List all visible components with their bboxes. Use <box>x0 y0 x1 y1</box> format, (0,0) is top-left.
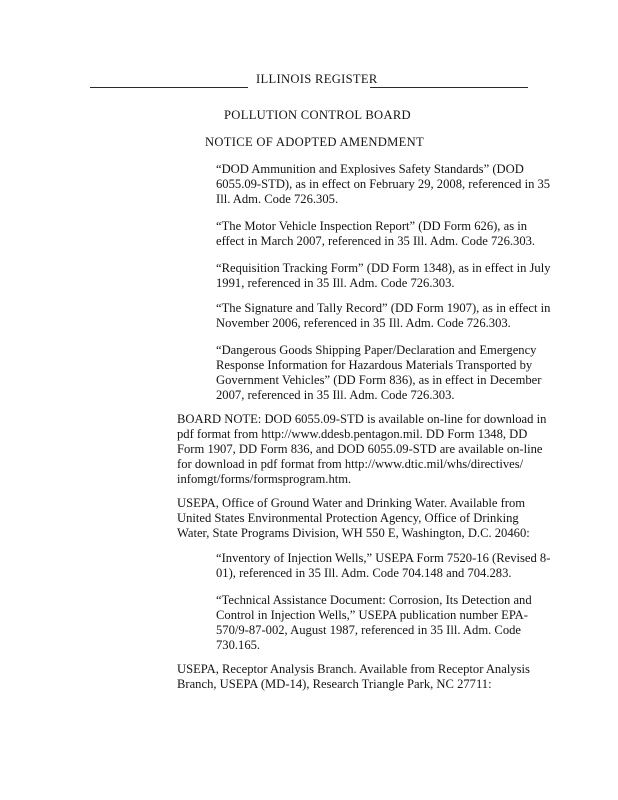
reference-entry-dd-1348 <box>216 261 551 291</box>
note-line: BOARD NOTE: DOD 6055.09-STD is available on-line for download in <box>177 412 547 426</box>
notice-title: NOTICE OF ADOPTED AMENDMENT <box>205 135 425 149</box>
usepa-ground-water-source <box>177 496 530 541</box>
board-note <box>177 412 546 487</box>
header-rule-right <box>370 87 528 88</box>
entry-line: Response Information for Hazardous Materials Transported by <box>216 358 533 372</box>
header-rule-left <box>90 87 248 88</box>
entry-line: Government Vehicles” (DD Form 836), as in effect in December <box>216 373 542 387</box>
note-line: Form 1907, DD Form 836, and DOD 6055.09-STD are available on-line <box>177 442 543 456</box>
source-line: USEPA, Receptor Analysis Branch. Available from Receptor Analysis <box>177 662 530 676</box>
source-line: United States Environmental Protection Agency, Office of Drinking <box>177 511 519 525</box>
entry-line: effect in March 2007, referenced in 35 Ill. Adm. Code 726.303. <box>216 234 536 248</box>
note-line: infomgt/forms/formsprogram.htm. <box>177 472 352 486</box>
entry-line: 730.165. <box>216 638 261 652</box>
agency-name: POLLUTION CONTROL BOARD <box>224 108 411 122</box>
source-line: Water, State Programs Division, WH 550 E, Washington, D.C. 20460: <box>177 526 530 540</box>
entry-line: “DOD Ammunition and Explosives Safety Standards” (DOD <box>216 162 524 176</box>
entry-line: 01), referenced in 35 Ill. Adm. Code 704.148 and 704.283. <box>216 566 512 580</box>
entry-line: November 2006, referenced in 35 Ill. Adm. Code 726.303. <box>216 316 511 330</box>
entry-line: “The Motor Vehicle Inspection Report” (DD Form 626), as in <box>216 219 528 233</box>
reference-entry-epa-570 <box>216 593 532 653</box>
note-line: pdf format from http://www.ddesb.pentagon.mil. DD Form 1348, DD <box>177 427 528 441</box>
entry-line: “Inventory of Injection Wells,” USEPA Form 7520-16 (Revised 8- <box>216 551 551 565</box>
reference-entry-dod-6055 <box>216 162 550 207</box>
entry-line: Ill. Adm. Code 726.305. <box>216 192 339 206</box>
note-line: for download in pdf format from http://www.dtic.mil/whs/directives/ <box>177 457 524 471</box>
entry-line: “Requisition Tracking Form” (DD Form 1348), as in effect in July <box>216 261 551 275</box>
entry-line: “Technical Assistance Document: Corrosion, Its Detection and <box>216 593 532 607</box>
reference-entry-dd-1907 <box>216 301 550 331</box>
entry-line: 570/9-87-002, August 1987, referenced in 35 Ill. Adm. Code <box>216 623 521 637</box>
entry-line: “The Signature and Tally Record” (DD Form 1907), as in effect in <box>216 301 551 315</box>
reference-entry-form-7520-16 <box>216 551 550 581</box>
entry-line: “Dangerous Goods Shipping Paper/Declaration and Emergency <box>216 343 537 357</box>
source-line: Branch, USEPA (MD-14), Research Triangle Park, NC 27711: <box>177 677 492 691</box>
reference-entry-dd-626 <box>216 219 535 249</box>
entry-line: 1991, referenced in 35 Ill. Adm. Code 726.303. <box>216 276 455 290</box>
register-title: ILLINOIS REGISTER <box>256 72 378 86</box>
entry-line: 6055.09-STD), as in effect on February 29, 2008, referenced in 35 <box>216 177 551 191</box>
entry-line: Control in Injection Wells,” USEPA publication number EPA- <box>216 608 528 622</box>
reference-entry-dd-836 <box>216 343 541 403</box>
source-line: USEPA, Office of Ground Water and Drinking Water. Available from <box>177 496 526 510</box>
usepa-receptor-source <box>177 662 530 692</box>
entry-line: 2007, referenced in 35 Ill. Adm. Code 726.303. <box>216 388 455 402</box>
